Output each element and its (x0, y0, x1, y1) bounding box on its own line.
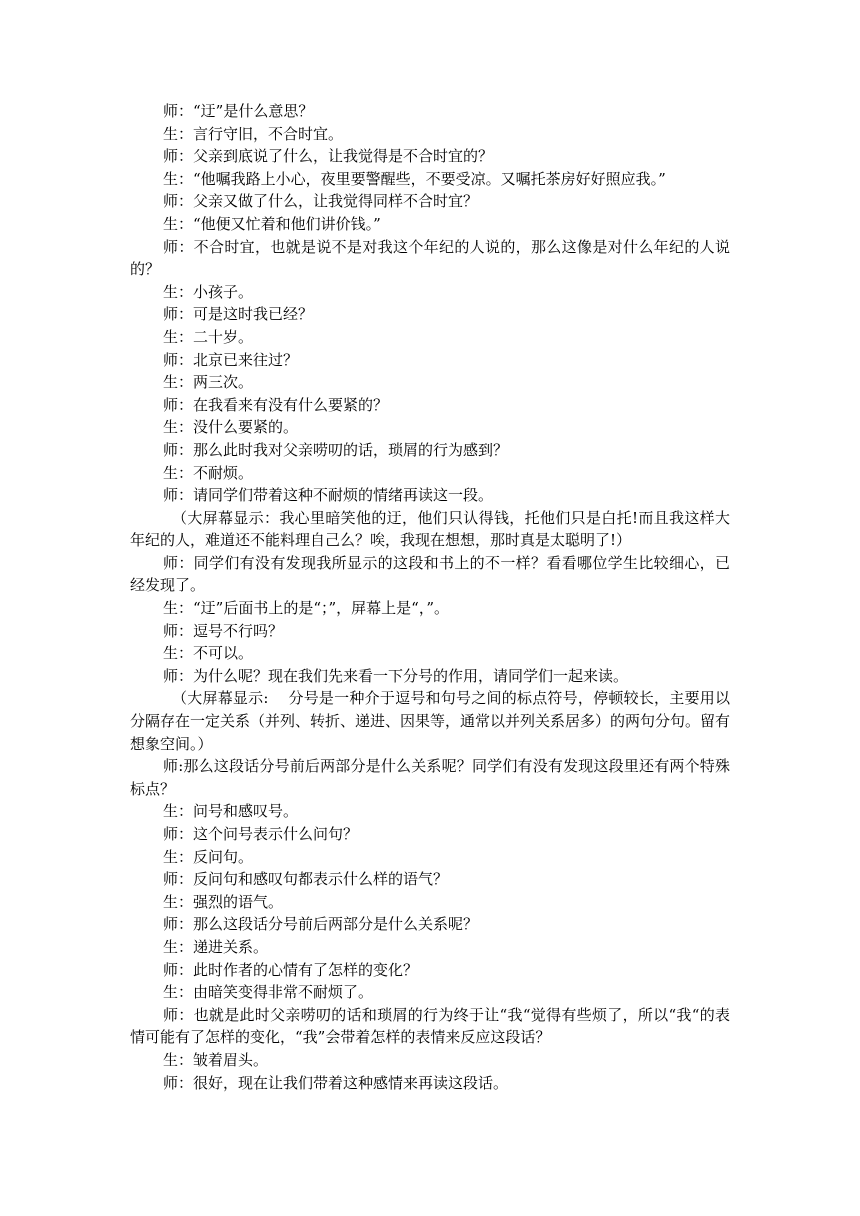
screen-display-note: （大屏幕显示: 分号是一种介于逗号和句号之间的标点符号，停顿较长，主要用以分隔存在一定关系（并列、转折、递进、因果等，通常以并列关系居多）的两句分句。留有想象空间。） (130, 689, 731, 753)
paragraph: 生：“他嘱我路上小心，夜里要警醒些，不要受凉。又嘱托茶房好好照应我。” (163, 169, 666, 188)
paragraph: 师:那么这段话分号前后两部分是什么关系呢？同学们有没有发现这段里还有两个特殊标点？ (130, 757, 730, 798)
paragraph: 师：逗号不行吗？ (163, 621, 284, 640)
paragraph: 生：强烈的语气。 (163, 892, 284, 911)
paragraph: 师：此时作者的心情有了怎样的变化？ (163, 960, 419, 979)
paragraph: 师：那么这段话分号前后两部分是什么关系呢？ (163, 915, 479, 934)
document-page (130, 100, 730, 1094)
paragraph: 生：言行守旧，不合时宜。 (163, 124, 344, 143)
paragraph: 师：请同学们带着这种不耐烦的情绪再读这一段。 (163, 486, 494, 505)
paragraph: 师：可是这时我已经？ (163, 305, 314, 324)
paragraph: 生：反问句。 (163, 847, 254, 866)
paragraph: 师：不合时宜，也就是说不是对我这个年纪的人说的，那么这像是对什么年纪的人说的？ (130, 237, 730, 279)
paragraph: 师：那么此时我对父亲唠叨的话，琐屑的行为感到？ (163, 440, 509, 459)
paragraph: 师：在我看来有没有什么要紧的？ (163, 395, 389, 414)
paragraph: 生：不可以。 (163, 644, 254, 663)
paragraph: 生：递进关系。 (163, 937, 269, 956)
paragraph: 生：“迂”后面书上的是“；”，屏幕上是“，”。 (163, 599, 450, 618)
paragraph: 生：“他便又忙着和他们讲价钱。” (163, 214, 381, 233)
paragraph: 师：反问句和感叹句都表示什么样的语气？ (163, 870, 449, 889)
paragraph: 生：二十岁。 (163, 327, 254, 346)
paragraph: 生：皱着眉头。 (163, 1050, 269, 1069)
paragraph: 生：不耐烦。 (163, 463, 254, 482)
screen-display-note: （大屏幕显示：我心里暗笑他的迂，他们只认得钱，托他们只是白托!而且我这样大年纪的人，难道还不能料理自己么？唉，我现在想想，那时真是太聪明了!） (130, 508, 730, 550)
paragraph: 师：这个问号表示什么问句？ (163, 825, 359, 843)
paragraph: 师：同学们有没有发现我所显示的这段和书上的不一样？看看哪位学生比较细心，已经发现了。 (130, 553, 730, 595)
paragraph: 师：也就是此时父亲唠叨的话和琐屑的行为终于让“我“觉得有些烦了，所以“我“的表情可能有了怎样的变化，“我”会带着怎样的表情来反应这段话？ (130, 1005, 730, 1047)
paragraph: 师：“迂”是什么意思？ (163, 102, 314, 120)
paragraph: 师：父亲又做了什么，让我觉得同样不合时宜？ (163, 192, 479, 211)
paragraph: 师：为什么呢？现在我们先来看一下分号的作用，请同学们一起来读。 (163, 666, 629, 685)
paragraph: 生：问号和感叹号。 (163, 802, 299, 821)
paragraph: 师：父亲到底说了什么，让我觉得是不合时宜的？ (163, 147, 494, 166)
paragraph: 生：小孩子。 (163, 282, 254, 301)
paragraph: 生：两三次。 (163, 373, 254, 392)
paragraph: 生：由暗笑变得非常不耐烦了。 (163, 983, 374, 1002)
paragraph: 生：没什么要紧的。 (163, 418, 299, 437)
paragraph: 师：北京已来往过？ (163, 350, 299, 369)
paragraph: 师：很好，现在让我们带着这种感情来再读这段话。 (163, 1073, 509, 1092)
